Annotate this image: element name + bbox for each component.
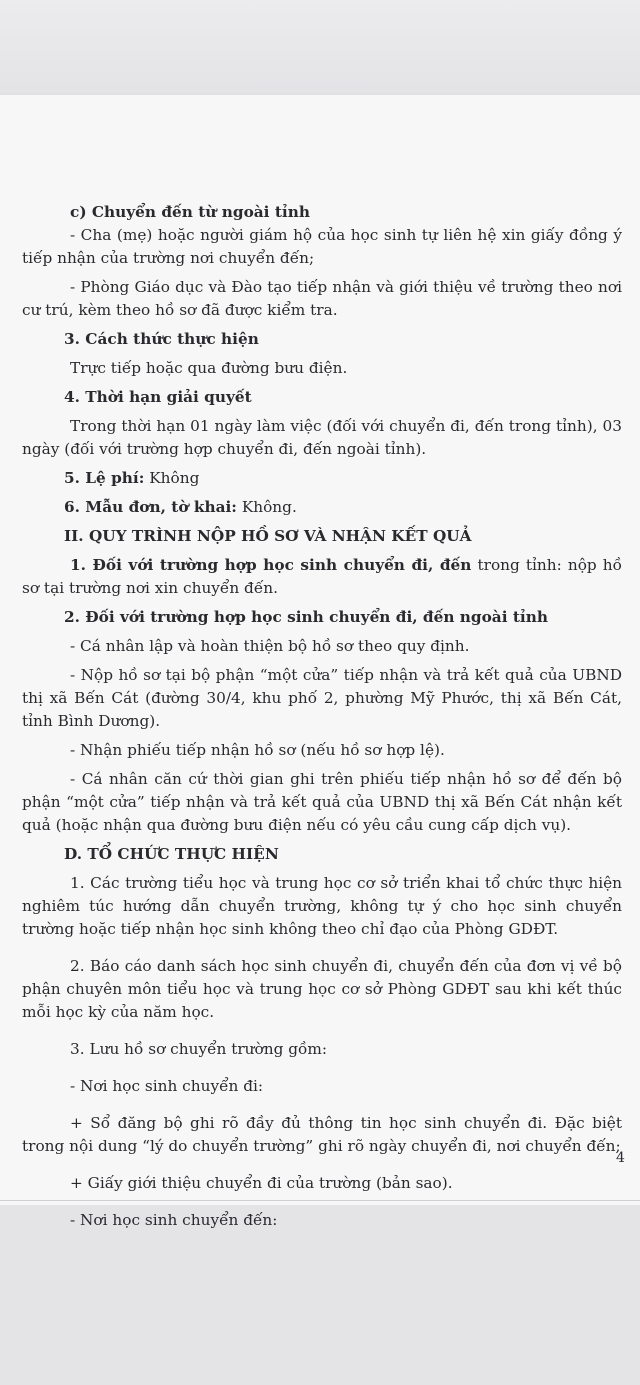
bullet-item: - Cá nhân căn cứ thời gian ghi trên phiếu tiếp nhận hồ sơ để đến bộ phận “một cửa” tiếp nhận và trả kết quả của UBND thị xã Bến Cát nhận kết quả (hoặc nhận qua đường bưu điện nếu có yêu cầu cung cấp dịch vụ). <box>22 770 622 834</box>
item-5-line <box>22 467 622 490</box>
item-6-label: 6. Mẫu đơn, tờ khai: <box>64 498 237 516</box>
photo-background-bottom <box>0 1205 640 1385</box>
section-ii-heading: II. QUY TRÌNH NỘP HỒ SƠ VÀ NHẬN KẾT QUẢ <box>64 527 472 545</box>
document-body <box>22 195 622 1232</box>
bullet-item: - Nộp hồ sơ tại bộ phận “một cửa” tiếp nhận và trả kết quả của UBND thị xã Bến Cát (đường 30/4, khu phố 2, phường Mỹ Phước, thị xã Bến Cát, tỉnh Bình Dương). <box>22 666 622 730</box>
bullet-item: - Nơi học sinh chuyển đi: <box>70 1077 264 1095</box>
paragraph: - Cha (mẹ) hoặc người giám hộ của học sinh tự liên hệ xin giấy đồng ý tiếp nhận của trường nơi chuyển đến; <box>22 226 622 267</box>
photo-background-top <box>0 0 640 100</box>
section-c-heading: c) Chuyển đến từ ngoài tỉnh <box>70 203 310 221</box>
item-3-text: Trực tiếp hoặc qua đường bưu điện. <box>70 359 348 377</box>
page-number: 4 <box>616 1150 625 1166</box>
section-ii-item-1 <box>22 554 622 600</box>
section-d-item-1: 1. Các trường tiểu học và trung học cơ sở triển khai tổ chức thực hiện nghiêm túc hướng dẫn chuyển trường, không tự ý cho học sinh chuyển trường hoặc tiếp nhận học sinh không theo chỉ đạo của Phòng GDĐT. <box>22 874 622 938</box>
item-4-text: Trong thời hạn 01 ngày làm việc (đối với chuyển đi, đến trong tỉnh), 03 ngày (đối với trường hợp chuyển đi, đến ngoài tỉnh). <box>22 417 622 458</box>
item-6-value: Không. <box>236 498 297 516</box>
section-d-item-3: 3. Lưu hồ sơ chuyển trường gồm: <box>70 1040 328 1058</box>
item-5-label: 5. Lệ phí: <box>64 469 145 487</box>
item-6-line <box>22 496 622 519</box>
paragraph: - Phòng Giáo dục và Đào tạo tiếp nhận và giới thiệu về trường theo nơi cư trú, kèm theo hồ sơ đã được kiểm tra. <box>22 278 622 319</box>
section-ii-item-1-label: 1. Đối với trường hợp học sinh chuyển đi, đến <box>70 556 472 574</box>
section-ii-item-2-heading: 2. Đối với trường hợp học sinh chuyển đi, đến ngoài tỉnh <box>64 608 548 626</box>
bullet-item: + Giấy giới thiệu chuyển đi của trường (bản sao). <box>70 1174 453 1192</box>
section-d-item-2: 2. Báo cáo danh sách học sinh chuyển đi, chuyển đến của đơn vị về bộ phận chuyên môn tiểu học và trung học cơ sở Phòng GDĐT sau khi kết thúc mỗi học kỳ của năm học. <box>22 957 622 1021</box>
item-5-value: Không <box>144 469 200 487</box>
bullet-item: - Nơi học sinh chuyển đến: <box>70 1211 278 1229</box>
item-4-heading: 4. Thời hạn giải quyết <box>64 388 252 406</box>
section-ii-item-1-text: trong tỉnh: nộp hồ sơ tại trường nơi xin chuyển đến. <box>22 556 622 597</box>
section-d-heading: D. TỔ CHỨC THỰC HIỆN <box>64 845 279 863</box>
bullet-item: - Nhận phiếu tiếp nhận hồ sơ (nếu hồ sơ hợp lệ). <box>70 741 445 759</box>
item-3-heading: 3. Cách thức thực hiện <box>64 330 259 348</box>
bullet-item: + Sổ đăng bộ ghi rõ đầy đủ thông tin học sinh chuyển đi. Đặc biệt trong nội dung “lý do chuyển trường” ghi rõ ngày chuyển đi, nơi chuyển đến; <box>22 1114 622 1155</box>
bullet-item: - Cá nhân lập và hoàn thiện bộ hồ sơ theo quy định. <box>70 637 470 655</box>
